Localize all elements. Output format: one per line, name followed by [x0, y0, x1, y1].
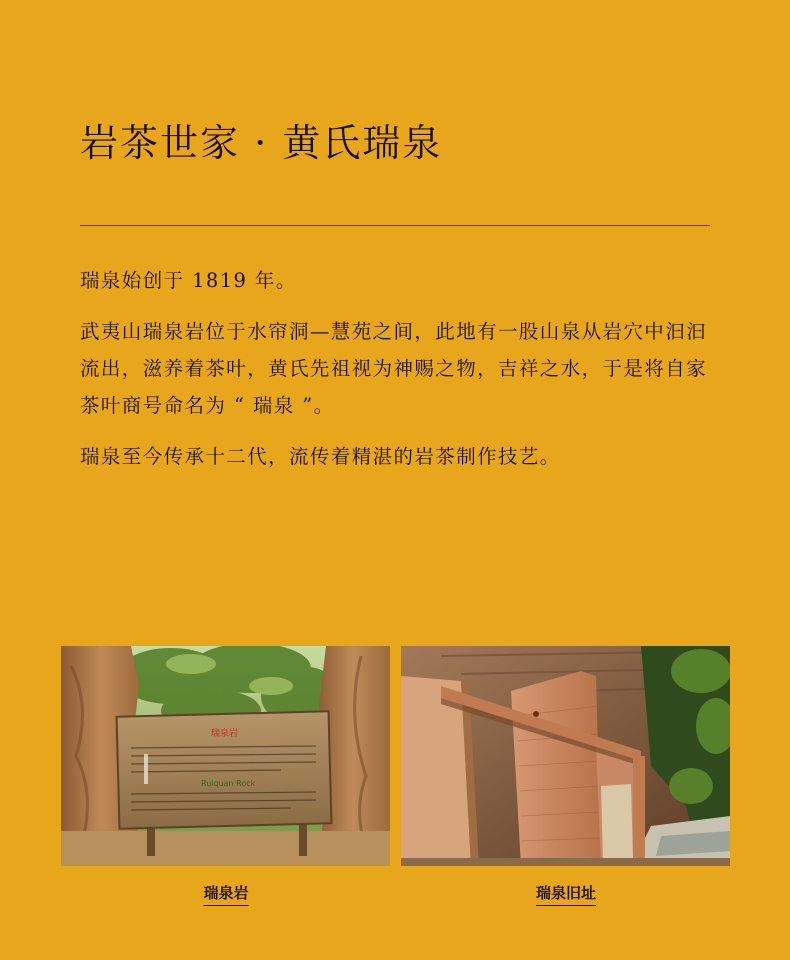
- paragraph-heritage: 瑞泉至今传承十二代，流传着精湛的岩茶制作技艺。: [80, 445, 561, 468]
- ruiquan-old-site-photo: [401, 646, 730, 866]
- paragraph-history: 武夷山瑞泉岩位于水帘洞—慧苑之间，此地有一股山泉从岩穴中汩汩流出，滋养着茶叶，黄氏先祖视为神赐之物，吉祥之水，于是将自家茶叶商号命名为 “ 瑞泉 ”。: [80, 320, 708, 417]
- page-title: 岩茶世家 · 黄氏瑞泉: [80, 121, 443, 165]
- sign-subtitle: Ruiquan Rock: [201, 779, 256, 788]
- title-divider: [80, 225, 710, 226]
- paragraph-founding: 瑞泉始创于 1819 年。: [80, 269, 297, 292]
- caption-ruiquan-old-site: 瑞泉旧址: [536, 883, 596, 906]
- ruiquan-rock-photo: [61, 646, 390, 866]
- caption-ruiquan-rock: 瑞泉岩: [203, 883, 248, 906]
- intro-text: [80, 262, 720, 489]
- sign-title: 瑞泉岩: [211, 729, 239, 739]
